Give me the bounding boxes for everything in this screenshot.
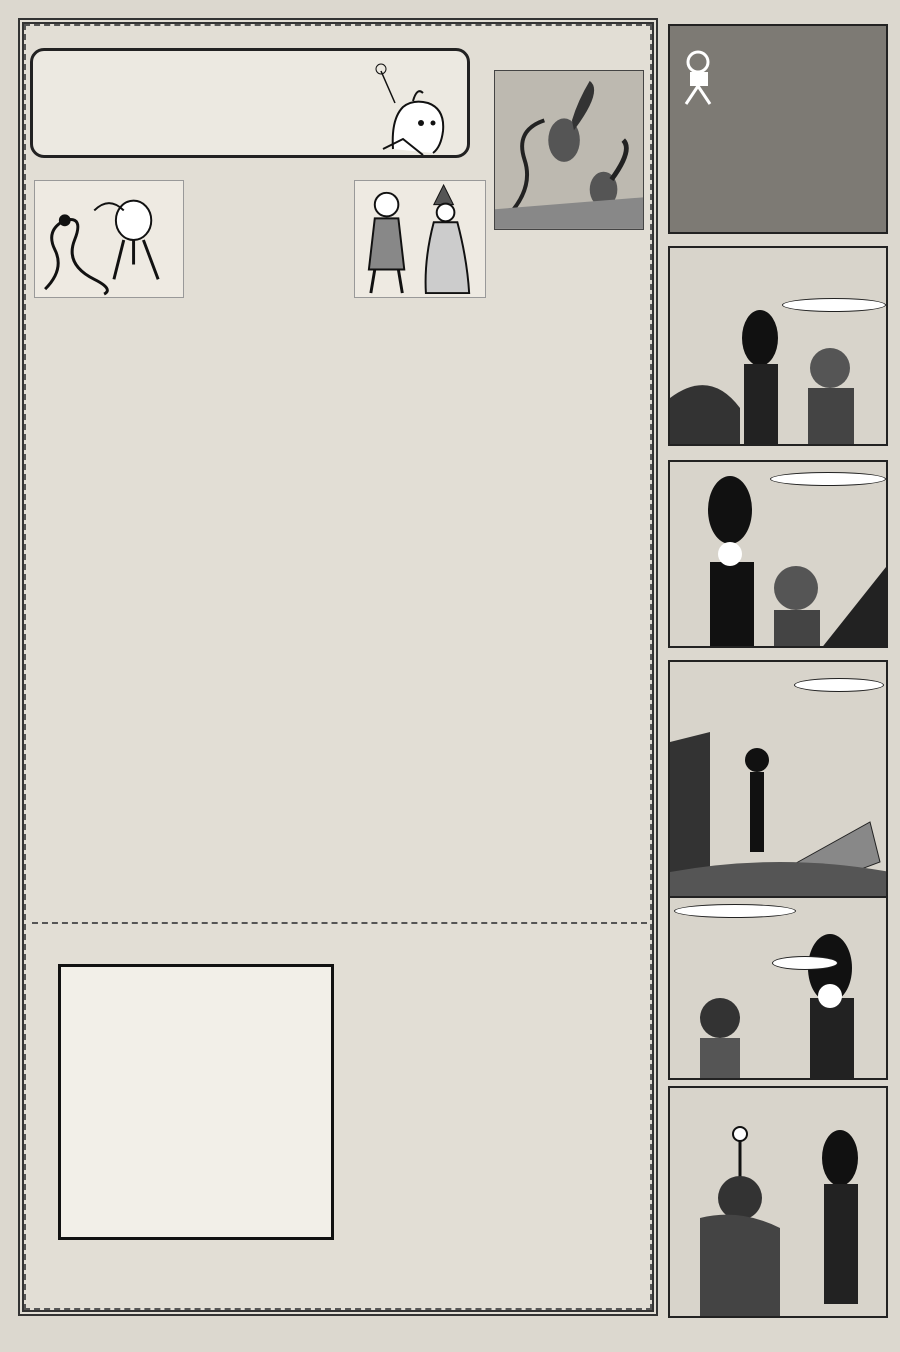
header-banner [30,48,470,158]
panel-1-speech-bubble [782,298,886,312]
camera-logo-icon [676,46,726,106]
panel-5-art-icon [670,1088,888,1318]
comic-panel-1 [668,246,888,446]
comic-panel-2 [668,460,888,648]
princess-illustration-icon [354,180,486,298]
crossword-puzzle [34,938,334,1248]
divider-line [32,922,647,928]
panel-2-art-icon [670,462,888,648]
panel-3-art-icon [670,662,888,898]
comic-strip [668,24,888,1320]
panel-4-speech-bubble-2 [772,956,838,970]
sidebar-column [494,54,650,246]
comic-panel-3 [668,660,888,898]
garcons-article [34,820,646,828]
comic-header [668,24,888,234]
snake-charmer-illustration-icon [34,180,184,298]
panel-2-speech-bubble [770,472,886,486]
panel-4-speech-bubble-1 [674,904,796,918]
crossword-column-numbers [58,938,334,960]
comic-panel-4 [668,896,888,1080]
panel-3-speech-bubble [794,678,884,692]
panel-4-art-icon [670,898,888,1080]
crossword-grid [58,964,334,1240]
comic-panel-5 [668,1086,888,1318]
crossword-row-numbers [34,964,56,1240]
crossword-solution [500,670,650,674]
squirrel-illustration-icon [494,70,644,230]
panel-1-art-icon [670,248,888,446]
crossword-clues [340,938,490,950]
tintin-portrait-icon [373,59,463,155]
main-column [34,170,486,930]
